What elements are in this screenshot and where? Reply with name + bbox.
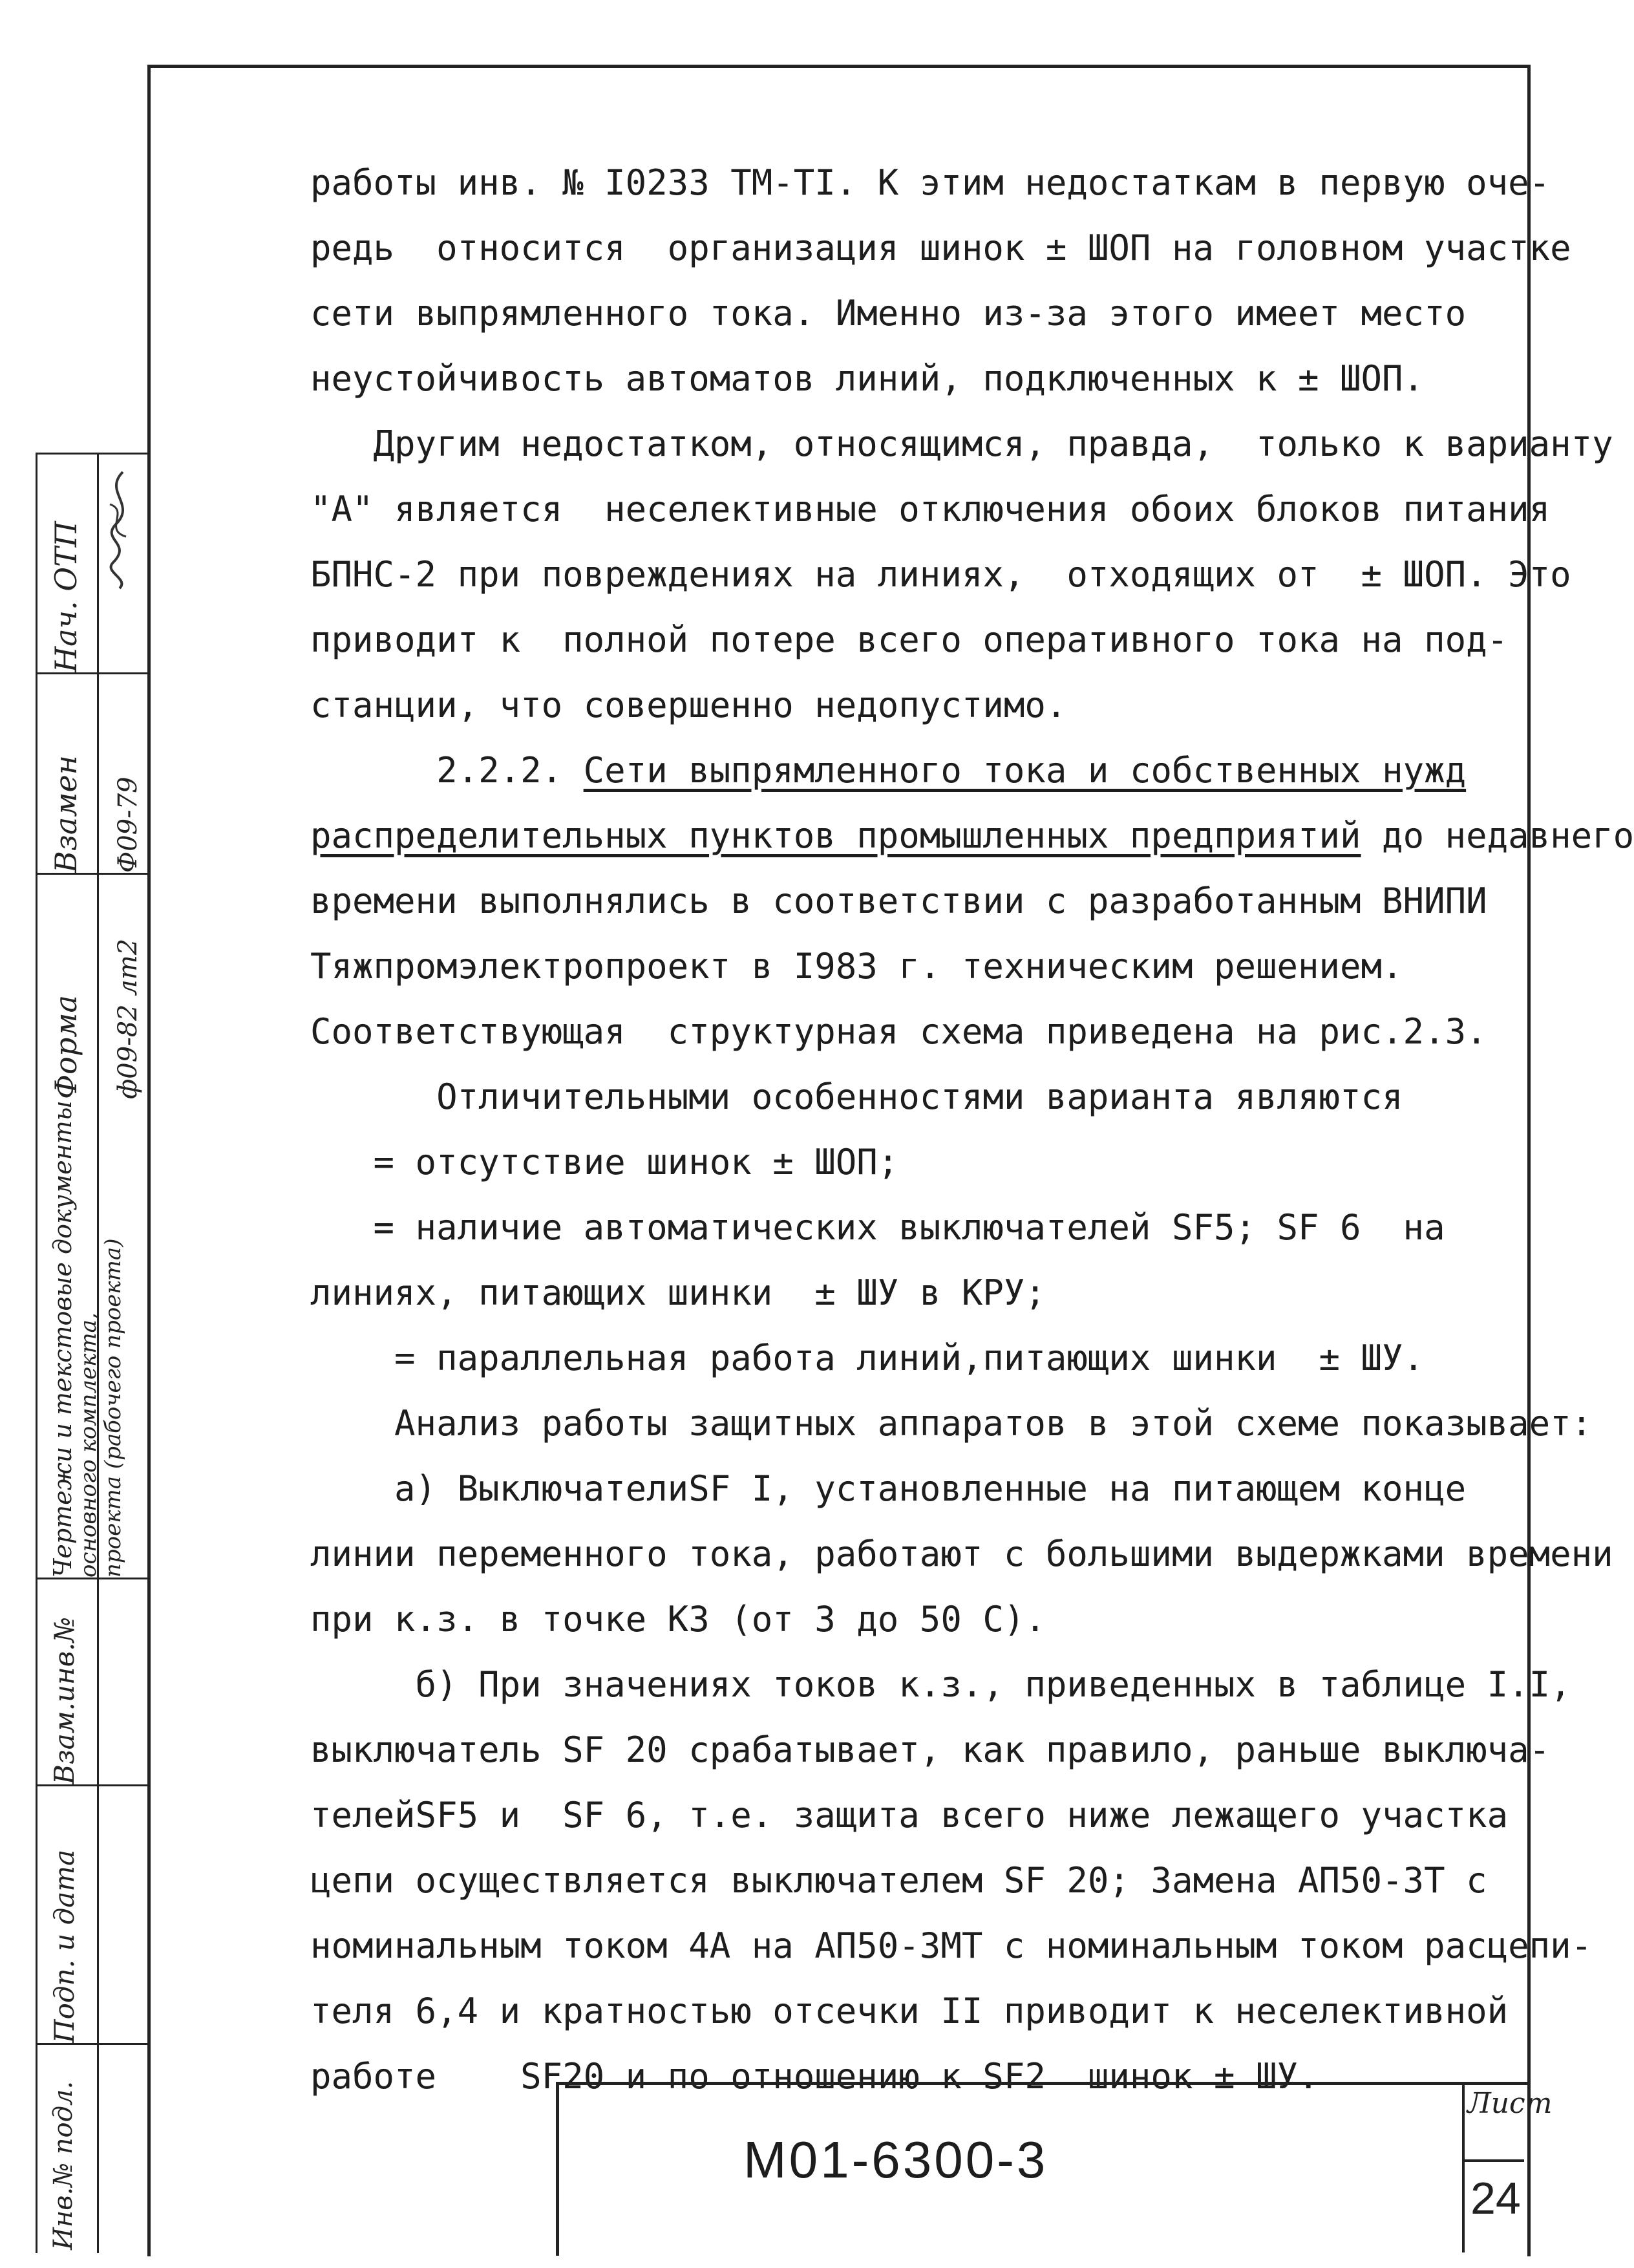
section-line: цепи осуществляется выключателем SF 20; Замена АП50-3Т с — [310, 1860, 1487, 1901]
section-line: телейSF5 и SF 6, т.е. защита всего ниже лежащего участка — [310, 1795, 1509, 1835]
body-line: "А" является неселективные отключения обоих блоков питания — [310, 489, 1551, 530]
sidebar-inv-podl-label: Инв.№ подл. — [48, 2081, 78, 2250]
section-title-part-1: Сети выпрямленного тока и собственных нужд — [583, 750, 1467, 791]
document-body — [310, 150, 1634, 2109]
body-line: работы инв. № I0233 ТМ-ТI. К этим недостаткам в первую оче- — [310, 162, 1551, 203]
body-line: приводит к полной потере всего оперативного тока на под- — [310, 619, 1509, 660]
section-line: работе SF20 и по отношению к SF2 шинок ± ШУ. — [310, 2056, 1319, 2097]
sidebar-vzamen-value: Ф09-79 — [113, 776, 143, 873]
sheet-box-divider — [1462, 2159, 1524, 2162]
section-heading-line — [310, 803, 1634, 868]
sheet-number: 24 — [1470, 2173, 1521, 2223]
sidebar-osnovnogo-label: основного комплекта, — [76, 1312, 101, 1578]
sidebar-proekta-label: проекта (рабочего проекта) — [100, 1238, 126, 1578]
sidebar-vzamen-label: Взамен — [48, 755, 83, 873]
section-line: времени выполнялись в соответствии с разработанным ВНИПИ — [310, 881, 1487, 921]
section-line: линиях, питающих шинки ± ШУ в КРУ; — [310, 1272, 1046, 1313]
body-line: БПНС-2 при повреждениях на линиях, отходящих от ± ШОП. Это — [310, 554, 1571, 595]
section-title-part-2: распределительных пунктов промышленных предприятий — [310, 815, 1361, 856]
section-line: Тяжпромэлектропроект в I983 г. техническим решением. — [310, 946, 1403, 987]
section-line: выключатель SF 20 срабатывает, как правило, раньше выключа- — [310, 1729, 1551, 1770]
sidebar-forma-label: Форма — [48, 995, 83, 1099]
sidebar-row-divider — [36, 2043, 149, 2045]
section-line: Анализ работы защитных аппаратов в этой схеме показывает: — [310, 1403, 1593, 1444]
sidebar-row-divider — [36, 453, 149, 455]
section-line: Отличительными особенностями варианта являются — [310, 1076, 1403, 1117]
section-number: 2.2.2. — [436, 750, 563, 791]
body-line: Другим недостатком, относящимся, правда, только к варианту — [310, 423, 1613, 464]
sidebar-row-divider — [36, 672, 149, 674]
section-line: б) При значениях токов к.з., приведенных в таблице I.I, — [310, 1664, 1571, 1705]
body-line: неустойчивость автоматов линий, подключенных к ± ШОП. — [310, 358, 1425, 399]
section-line: = отсутствие шинок ± ШОП; — [310, 1142, 899, 1182]
section-line: номинальным током 4А на АП50-3МТ с номинальным током расцепи- — [310, 1925, 1593, 1966]
section-line: Соответствующая структурная схема приведена на рис.2.3. — [310, 1011, 1487, 1052]
section-line: до недавнего — [1361, 815, 1634, 856]
section-line: при к.з. в точке КЗ (от 3 до 50 С). — [310, 1599, 1046, 1640]
section-line: а) ВыключателиSF I, установленные на питающем конце — [310, 1468, 1467, 1509]
body-line: редь относится организация шинок ± ШОП на головном участке — [310, 228, 1571, 268]
signature-icon — [90, 465, 149, 595]
sidebar-row-divider — [36, 1578, 149, 1579]
sidebar-vzam-inv-label: Взам.инв.№ — [48, 1616, 80, 1784]
sidebar-row-divider — [36, 1784, 149, 1786]
document-code: М01-6300-3 — [743, 2131, 1048, 2188]
sidebar-nach-otp-label: Нач. ОТП — [48, 521, 83, 672]
sidebar-podp-data-label: Подп. и дата — [48, 1849, 80, 2043]
left-sidebar — [36, 453, 149, 2253]
section-line: = параллельная работа линий,питающих шинки ± ШУ. — [310, 1338, 1425, 1378]
sidebar-chertezhi-label: Чертежи и текстовые документы — [48, 1100, 77, 1578]
sidebar-forma-value: ф09-82 лт2 — [113, 938, 143, 1099]
section-line: = наличие автоматических выключателей SF5; SF 6 на — [310, 1207, 1445, 1248]
section-heading-line — [310, 738, 1532, 803]
body-line: станции, что совершенно недопустимо. — [310, 685, 1067, 725]
sheet-label: Лист — [1467, 2087, 1553, 2120]
section-line: теля 6,4 и кратностью отсечки II приводит к неселективной — [310, 1991, 1509, 2031]
body-line: сети выпрямленного тока. Именно из-за этого имеет место — [310, 293, 1467, 334]
sidebar-row-divider — [36, 873, 149, 875]
section-line: линии переменного тока, работают с большими выдержками времени — [310, 1534, 1613, 1574]
